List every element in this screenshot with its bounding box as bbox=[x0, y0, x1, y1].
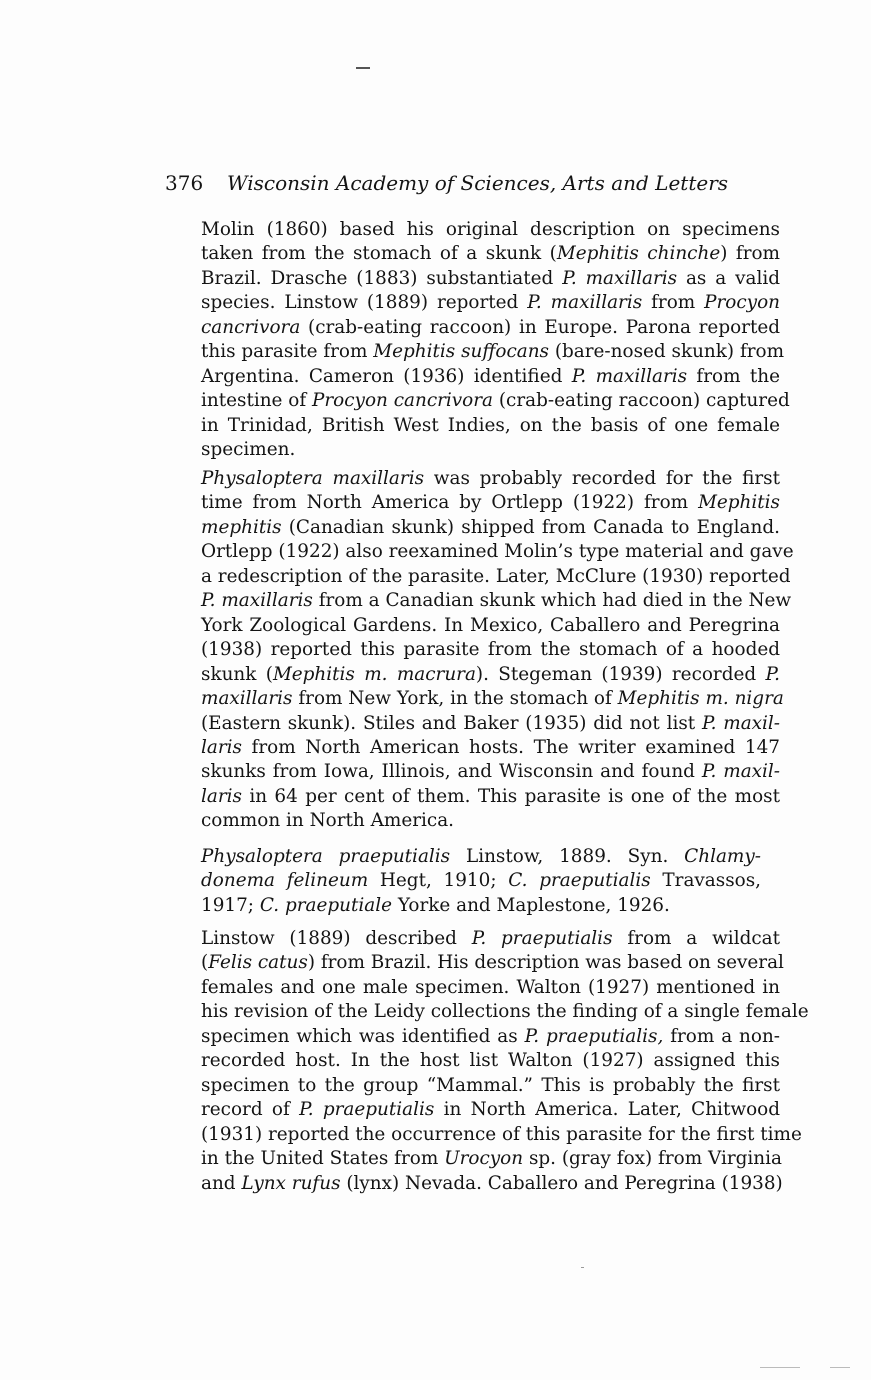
italic-text: Chlamy- bbox=[684, 846, 761, 867]
text-run: taken from the stomach of a skunk ( bbox=[201, 243, 557, 265]
text-line bbox=[165, 809, 780, 833]
text-run: from a Canadian skunk which had died in the New bbox=[312, 590, 792, 612]
text-run: specimen. bbox=[201, 439, 296, 461]
text-run: (Canadian skunk) shipped from Canada to England. bbox=[281, 516, 780, 538]
text-run: time from North America by Ortlepp (1922) from bbox=[201, 492, 699, 514]
italic-text: P. praeputialis, bbox=[524, 1025, 664, 1047]
text-run: skunk ( bbox=[201, 663, 273, 685]
italic-text: Lynx rufus bbox=[241, 1172, 341, 1194]
italic-text: donema felineum bbox=[201, 870, 369, 892]
text-line bbox=[201, 869, 761, 893]
italic-text: P. praeputialis bbox=[471, 928, 613, 949]
text-line bbox=[201, 894, 761, 918]
text-line bbox=[165, 589, 792, 613]
text-line bbox=[165, 414, 780, 438]
text-run: from New York, in the stomach of bbox=[292, 688, 618, 710]
text-run: York Zoological Gardens. In Mexico, Caballero and Peregrina bbox=[201, 614, 780, 636]
text-line bbox=[165, 638, 780, 662]
text-line bbox=[165, 316, 780, 340]
text-run: (crab-eating raccoon) in Europe. Parona reported bbox=[300, 316, 780, 338]
text-run: his revision of the Leidy collections the finding of a single female bbox=[201, 1001, 809, 1023]
paragraph bbox=[165, 218, 790, 463]
text-run: (crab-eating raccoon) captured bbox=[493, 390, 790, 412]
italic-text: cancrivora bbox=[201, 316, 301, 338]
text-line bbox=[165, 1000, 809, 1024]
text-run: Brazil. Drasche (1883) substantiated bbox=[201, 267, 563, 289]
text-line bbox=[165, 1074, 780, 1098]
italic-text: Mephitis m. macrura bbox=[272, 663, 476, 685]
text-run: in the United States from bbox=[201, 1148, 445, 1170]
italic-text: maxillaris bbox=[201, 688, 293, 710]
text-run: intestine of bbox=[201, 390, 313, 412]
text-line bbox=[165, 267, 780, 291]
text-run: from a non- bbox=[663, 1025, 781, 1047]
text-run: from bbox=[642, 292, 705, 314]
text-run: in North America. Later, Chitwood bbox=[434, 1099, 780, 1121]
italic-text: P. maxillaris bbox=[562, 267, 678, 289]
text-line bbox=[165, 687, 784, 711]
italic-text: C. praeputiale bbox=[259, 894, 392, 916]
text-run: Linstow (1889) described bbox=[201, 928, 472, 949]
italic-text: Physaloptera praeputialis bbox=[201, 846, 451, 867]
italic-text: P. maxil- bbox=[701, 761, 781, 783]
text-run: sp. (gray fox) from Virginia bbox=[523, 1148, 782, 1170]
text-line bbox=[165, 438, 780, 462]
text-run: from a wildcat bbox=[612, 928, 780, 949]
text-line bbox=[165, 491, 780, 515]
text-line bbox=[165, 976, 780, 1000]
text-run: common in North America. bbox=[201, 810, 455, 832]
text-line bbox=[165, 1147, 780, 1171]
text-line bbox=[165, 927, 780, 951]
text-run: a redescription of the parasite. Later, McClure (1930) reported bbox=[201, 565, 791, 587]
text-line bbox=[165, 565, 791, 589]
italic-text: Urocyon bbox=[444, 1148, 524, 1170]
text-run: as a valid bbox=[677, 267, 780, 289]
text-line bbox=[165, 785, 780, 809]
text-line bbox=[165, 467, 780, 491]
text-run: 1917; bbox=[201, 894, 260, 916]
italic-text: Procyon cancrivora bbox=[312, 390, 494, 412]
italic-text: P. maxillaris bbox=[527, 292, 643, 314]
text-line bbox=[165, 760, 780, 784]
italic-text: laris bbox=[201, 785, 242, 807]
text-line bbox=[165, 1049, 780, 1073]
italic-text: P. bbox=[765, 663, 780, 685]
paragraph-north-america-records bbox=[165, 467, 794, 834]
scan-mark bbox=[356, 67, 370, 69]
text-run: record of bbox=[201, 1099, 300, 1121]
text-line bbox=[165, 951, 784, 975]
text-line bbox=[165, 614, 780, 638]
text-line bbox=[165, 365, 780, 389]
text-line bbox=[165, 540, 794, 564]
text-line bbox=[165, 712, 780, 736]
text-run: was probably recorded for the first bbox=[424, 468, 781, 489]
italic-text: C. praeputialis bbox=[508, 870, 651, 892]
text-run: Travassos, bbox=[650, 870, 762, 892]
text-line bbox=[165, 736, 780, 760]
text-run: ). Stegeman (1939) recorded bbox=[475, 663, 766, 685]
italic-text: Mephitis chinche bbox=[556, 243, 721, 265]
text-line bbox=[165, 1098, 780, 1122]
text-run: Yorke and Maplestone, 1926. bbox=[392, 894, 670, 916]
text-run: Ortlepp (1922) also reexamined Molin’s type material and gave bbox=[201, 541, 794, 563]
text-run: species. Linstow (1889) reported bbox=[201, 292, 528, 314]
italic-text: Mephitis suffocans bbox=[373, 341, 549, 363]
text-run: Argentina. Cameron (1936) identified bbox=[201, 365, 572, 387]
text-run: ( bbox=[201, 952, 209, 974]
paragraph bbox=[165, 927, 809, 1196]
text-run: (lynx) Nevada. Caballero and Peregrina (1938) bbox=[340, 1172, 783, 1194]
text-line bbox=[165, 516, 780, 540]
text-line bbox=[165, 389, 790, 413]
italic-text: mephitis bbox=[201, 516, 282, 538]
text-run: ) from bbox=[720, 243, 780, 265]
running-title: Wisconsin Academy of Sciences, Arts and Letters bbox=[227, 171, 729, 195]
italic-text: P. maxillaris bbox=[201, 590, 313, 612]
paragraph bbox=[165, 467, 794, 834]
italic-text: Mephitis bbox=[698, 492, 780, 514]
page-number: 376 bbox=[165, 171, 204, 195]
text-run: specimen to the group “Mammal.” This is probably the first bbox=[201, 1074, 780, 1096]
paragraph-praeputialis bbox=[165, 927, 809, 1196]
text-run: (bare-nosed skunk) from bbox=[549, 341, 785, 363]
paragraph-molin bbox=[165, 218, 790, 463]
text-line bbox=[165, 1123, 802, 1147]
page-header bbox=[165, 169, 785, 197]
text-run: (1931) reported the occurrence of this parasite for the first time bbox=[201, 1123, 802, 1145]
italic-text: P. maxil- bbox=[701, 712, 781, 734]
text-run: skunks from Iowa, Illinois, and Wisconsin and found bbox=[201, 761, 702, 783]
italic-text: Mephitis m. nigra bbox=[617, 688, 784, 710]
text-run: Linstow, 1889. Syn. bbox=[450, 846, 685, 867]
text-run: specimen which was identified as bbox=[201, 1025, 525, 1047]
text-run: ) from Brazil. His description was based on several bbox=[307, 952, 784, 974]
text-run: in Trinidad, British West Indies, on the basis of one female bbox=[201, 414, 780, 436]
text-run: from North American hosts. The writer examined 147 bbox=[241, 736, 780, 758]
text-run: (1938) reported this parasite from the stomach of a hooded bbox=[201, 639, 780, 661]
italic-text: Physaloptera maxillaris bbox=[201, 468, 425, 489]
text-line bbox=[165, 242, 780, 266]
species-synonymy-heading bbox=[201, 845, 761, 918]
text-line bbox=[165, 340, 785, 364]
text-run: (Eastern skunk). Stiles and Baker (1935) did not list bbox=[201, 712, 702, 734]
text-run: Molin (1860) based his original description on specimens bbox=[201, 219, 780, 240]
text-run: in 64 per cent of them. This parasite is one of the most bbox=[241, 785, 780, 807]
text-run: from the bbox=[687, 365, 780, 387]
text-run: females and one male specimen. Walton (1927) mentioned in bbox=[201, 976, 780, 998]
text-run: recorded host. In the host list Walton (1927) assigned this bbox=[201, 1050, 780, 1072]
text-line bbox=[165, 291, 780, 315]
italic-text: Felis catus bbox=[208, 952, 308, 974]
italic-text: P. praeputialis bbox=[299, 1099, 435, 1121]
text-line bbox=[201, 845, 761, 869]
text-line bbox=[165, 1172, 783, 1196]
italic-text: Procyon bbox=[704, 292, 780, 314]
text-line bbox=[165, 663, 780, 687]
text-line bbox=[165, 1025, 780, 1049]
italic-text: laris bbox=[201, 736, 242, 758]
italic-text: P. maxillaris bbox=[571, 365, 688, 387]
text-run: this parasite from bbox=[201, 341, 374, 363]
text-line bbox=[165, 218, 780, 242]
text-run: Hegt, 1910; bbox=[368, 870, 509, 892]
text-run: and bbox=[201, 1172, 242, 1194]
